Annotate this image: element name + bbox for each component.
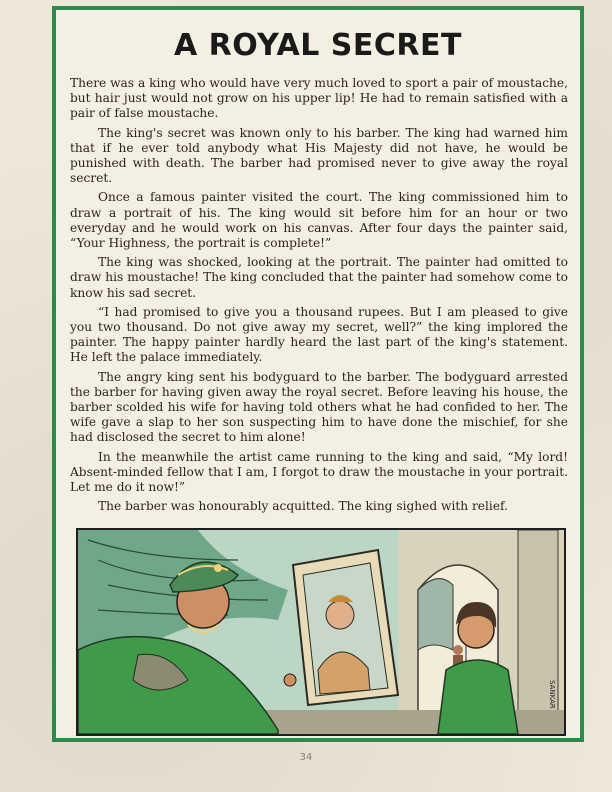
story-frame <box>52 6 584 742</box>
artist-signature: SANKAR <box>548 680 556 709</box>
story-illustration <box>76 528 566 736</box>
story-body <box>70 76 568 518</box>
story-paragraph: In the meanwhile the artist came running to the king and said, “My lord! Absent-minded fellow that I am, I forgot to draw the moustache in your portrait. Let me do it now!” <box>70 449 568 495</box>
story-paragraph: The king was shocked, looking at the portrait. The painter had omitted to draw his moustache! The king concluded that the painter had somehow come to know his sad secret. <box>70 255 568 300</box>
story-title: A ROYAL SECRET <box>173 28 462 63</box>
story-paragraph: “I had promised to give you a thousand rupees. But I am pleased to give you two thousand. Do not give away my secret, well?” the king implored the painter. The happy painter hardly heard the last part of the king's statement. He left the palace immediately. <box>70 304 568 365</box>
story-paragraph: Once a famous painter visited the court. The king commissioned him to draw a portrait of his. The king would sit before him for an hour or two everyday and he would work on his canvas. After four days the painter said, “Your Highness, the portrait is complete!” <box>70 190 568 251</box>
story-paragraph: The angry king sent his bodyguard to the barber. The bodyguard arrested the barber for having given away the royal secret. Before leaving his house, the barber scolded his wife for having told others what he had confided to her. The wife gave a slap to her son suspecting him to have done the mischief, for she had disclosed the secret to him alone! <box>70 369 568 445</box>
story-paragraph: There was a king who would have very much loved to sport a pair of moustache, but hair just would not grow on his upper lip! He had to remain satisfied with a pair of false moustache. <box>70 76 568 121</box>
page-number: 34 <box>299 752 313 763</box>
story-paragraph: The king's secret was known only to his barber. The king had warned him that if he ever told anybody what His Majesty did not have, he would be punished with death. The barber had promised never to give away the royal secret. <box>70 125 568 186</box>
story-paragraph: The barber was honourably acquitted. The king sighed with relief. <box>98 499 508 514</box>
illustration-artwork <box>78 530 564 734</box>
